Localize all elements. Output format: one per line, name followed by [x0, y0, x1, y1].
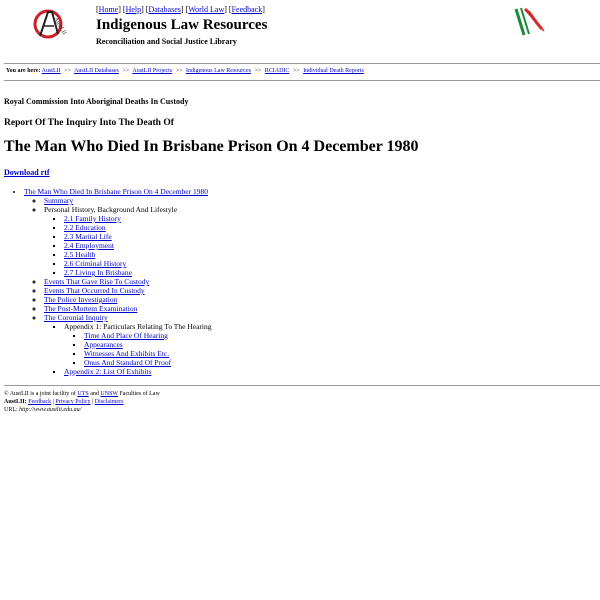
breadcrumb-projects[interactable]: AustLII Projects	[132, 68, 173, 74]
nav-help-link[interactable]: Help	[125, 5, 142, 14]
footer-austlii-label: AustLII:	[4, 399, 27, 405]
breadcrumb-indigenous-law[interactable]: Indigenous Law Resources	[185, 68, 251, 74]
top-nav: [Home] [Help] [Databases] [World Law] [Feedback]	[96, 5, 265, 14]
toc-employment-link[interactable]: 2.4 Employment	[64, 241, 114, 250]
toc-root-link[interactable]: The Man Who Died In Brisbane Prison On 4 December 1980	[24, 187, 208, 196]
toc-subitem	[64, 322, 212, 367]
toc-subsubitem	[84, 358, 212, 367]
toc-witnesses-link[interactable]: Witnesses And Exhibits Etc.	[84, 349, 170, 358]
breadcrumb-austlii[interactable]: AustLII	[41, 68, 61, 74]
toc-events-custody-link[interactable]: Events That Occurred In Custody	[44, 286, 145, 295]
toc-family-history-link[interactable]: 2.1 Family History	[64, 214, 121, 223]
site-subtitle: Reconciliation and Social Justice Library	[96, 37, 237, 46]
toc-living-brisbane-link[interactable]: 2.7 Living In Brisbane	[64, 268, 132, 277]
toc-summary-link[interactable]: Summary	[44, 196, 74, 205]
breadcrumb-death-reports[interactable]: Individual Death Reports	[303, 68, 364, 74]
footer-and: and	[90, 391, 99, 397]
toc-subitem	[64, 268, 212, 277]
toc-appendix2-link[interactable]: Appendix 2: List Of Exhibits	[64, 367, 152, 376]
table-of-contents	[4, 187, 212, 376]
toc-subitem	[64, 214, 212, 223]
breadcrumb-prefix: You are here:	[6, 68, 41, 74]
footer	[4, 390, 160, 414]
breadcrumb-separator: >>	[175, 68, 183, 74]
footer-privacy-link[interactable]: Privacy Policy	[55, 399, 91, 405]
footer-url	[4, 406, 160, 414]
footer-disclaimers-link[interactable]: Disclaimers	[94, 399, 124, 405]
toc-subitem	[64, 232, 212, 241]
footer-divider	[4, 385, 600, 386]
toc-item	[44, 304, 212, 313]
toc-health-link[interactable]: 2.5 Health	[64, 250, 96, 259]
toc-time-place-link[interactable]: Time And Place Of Hearing	[84, 331, 168, 340]
footer-links: AustLII: Feedback | Privacy Policy | Disclaimers	[4, 399, 124, 405]
breadcrumb-rciadic[interactable]: RCIADIC	[264, 68, 290, 74]
toc-appendix1-label: Appendix 1: Particulars Relating To The Hearing	[64, 322, 212, 331]
footer-feedback-link[interactable]: Feedback	[28, 399, 52, 405]
footer-url-label: URL:	[4, 407, 18, 413]
nav-world-law-link[interactable]: World Law	[188, 5, 225, 14]
toc-personal-history-label: Personal History, Background And Lifestyle	[44, 205, 178, 214]
toc-events-rise-link[interactable]: Events That Gave Rise To Custody	[44, 277, 150, 286]
nav-feedback-link[interactable]: Feedback	[231, 5, 263, 14]
report-subheading: Report Of The Inquiry Into The Death Of	[4, 118, 174, 128]
toc-subsubitem	[84, 331, 212, 340]
header-divider	[4, 63, 600, 64]
footer-url-value: http://www.austlii.edu.au/	[19, 407, 82, 413]
footer-copyright	[4, 390, 160, 398]
flag-mark-icon	[510, 5, 548, 37]
toc-appearances-link[interactable]: Appearances	[84, 340, 123, 349]
toc-item	[44, 295, 212, 304]
toc-subsubitem	[84, 349, 212, 358]
download-rtf	[4, 168, 50, 177]
toc-subitem	[64, 241, 212, 250]
toc-item-root	[24, 187, 212, 376]
breadcrumb-divider	[4, 80, 600, 81]
toc-item	[44, 205, 212, 277]
toc-item	[44, 277, 212, 286]
nav-databases-link[interactable]: Databases	[148, 5, 181, 14]
toc-subsubitem	[84, 340, 212, 349]
site-title: Indigenous Law Resources	[96, 17, 268, 33]
toc-coronial-link[interactable]: The Coronial Inquiry	[44, 313, 108, 322]
toc-police-link[interactable]: The Police Investigation	[44, 295, 118, 304]
breadcrumb-separator: >>	[254, 68, 262, 74]
breadcrumb-separator: >>	[64, 68, 71, 74]
page-title: The Man Who Died In Brisbane Prison On 4 December 1980	[4, 138, 419, 155]
toc-post-mortem-link[interactable]: The Post-Mortem Examination	[44, 304, 138, 313]
toc-item	[44, 286, 212, 295]
toc-education-link[interactable]: 2.2 Education	[64, 223, 106, 232]
toc-item	[44, 196, 212, 205]
toc-item	[44, 313, 212, 376]
toc-marital-life-link[interactable]: 2.3 Marital Life	[64, 232, 112, 241]
indigenous-library-logo[interactable]	[510, 5, 548, 37]
nav-home-link[interactable]: Home	[98, 5, 119, 14]
logo-text: AustLII	[52, 16, 67, 36]
austlii-logo[interactable]	[30, 4, 70, 44]
toc-criminal-history-link[interactable]: 2.6 Criminal History	[64, 259, 127, 268]
toc-subitem	[64, 367, 212, 376]
toc-subitem	[64, 259, 212, 268]
breadcrumb-separator: >>	[292, 68, 300, 74]
commission-heading: Royal Commission Into Aboriginal Deaths In Custody	[4, 97, 189, 106]
breadcrumb-databases[interactable]: AustLII Databases	[74, 68, 119, 74]
toc-subitem	[64, 223, 212, 232]
austlii-logo-icon	[30, 4, 70, 44]
footer-copyright-suffix: Faculties of Law	[119, 391, 160, 397]
toc-onus-link[interactable]: Onus And Standard Of Proof	[84, 358, 172, 367]
breadcrumb-separator: >>	[122, 68, 130, 74]
footer-uts-link[interactable]: UTS	[77, 391, 89, 397]
download-rtf-link[interactable]: Download rtf	[4, 168, 50, 177]
breadcrumb	[6, 68, 364, 74]
footer-unsw-link[interactable]: UNSW	[100, 391, 118, 397]
footer-copyright-prefix: © AustLII is a joint facility of	[4, 391, 76, 397]
toc-subitem	[64, 250, 212, 259]
